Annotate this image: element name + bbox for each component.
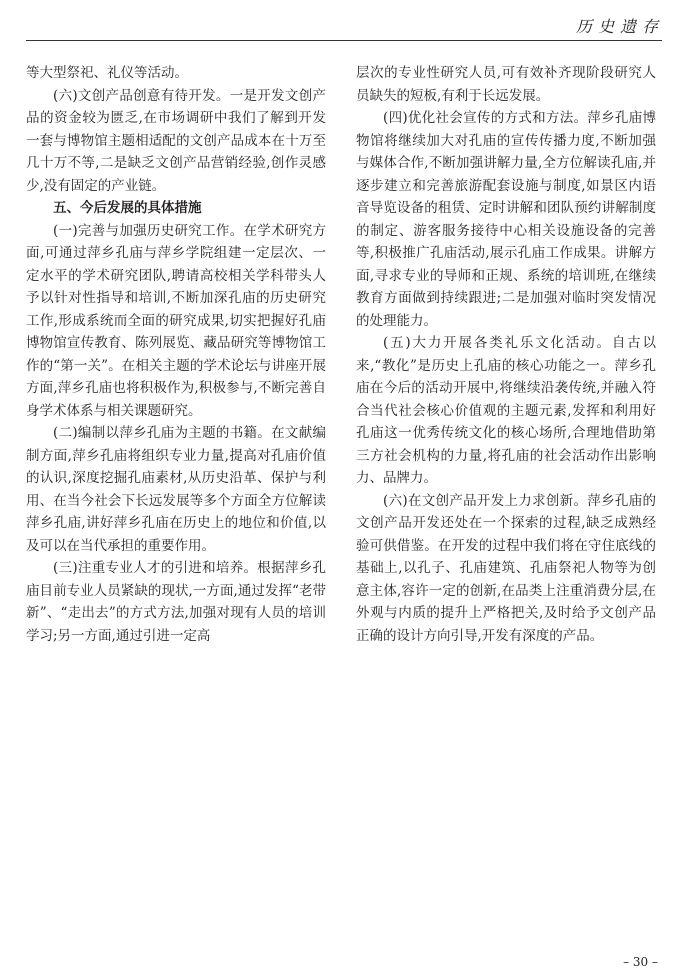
right-paragraph-5: (五)大力开展各类礼乐文化活动。自古以来,“教化”是历史上孔庙的核心功能之一。萍乡孔庙在今后的活动开展中,将继续沿袭传统,并融入符合当代社会核心价值观的主题元素,发挥和利用好孔庙这一优秀传统文化的核心场所,合理地借助第三方社会机构的力量,将孔庙的社会活动作出影响力、品牌力。	[356, 335, 656, 486]
right-column	[356, 62, 656, 647]
header-rule	[26, 40, 662, 41]
left-paragraph-3: (三)注重专业人才的引进和培养。根据萍乡孔庙目前专业人员紧缺的现状,一方面,通过发挥“老带新”、“走出去”的方式方法,加强对现有人员的培训学习;另一方面,通过引进一定高	[26, 560, 326, 644]
right-paragraph-continued: 层次的专业性研究人员,可有效补齐现阶段研究人员缺失的短板,有利于长远发展。	[356, 65, 656, 104]
section-heading-measures: 五、今后发展的具体措施	[53, 200, 202, 216]
left-paragraph-1: (一)完善与加强历史研究工作。在学术研究方面,可通过萍乡孔庙与萍乡学院组建一定层次、一定水平的学术研究团队,聘请高校相关学科带头人予以针对性指导和培训,不断加深孔庙的历史研究工作,形成系统而全面的研究成果,切实把握好孔庙博物馆宣传教育、陈列展览、藏品研究等博物馆工作的“第一关”。在相关主题的学术论坛与讲座开展方面,萍乡孔庙也将积极作为,积极参与,不断完善自身学术体系与相关课题研究。	[26, 222, 326, 419]
page-number: – 30 –	[623, 955, 658, 969]
right-paragraph-6: (六)在文创产品开发上力求创新。萍乡孔庙的文创产品开发还处在一个探索的过程,缺乏成熟经验可供借鉴。在开发的过程中我们将在守住底线的基础上,以孔子、孔庙建筑、孔庙祭祀人物等为创意主体,容许一定的创新,在品类上注重消费分层,在外观与内质的提升上严格把关,及时给予文创产品正确的设计方向引导,开发有深度的产品。	[356, 492, 656, 644]
right-paragraph-4: (四)优化社会宣传的方式和方法。萍乡孔庙博物馆将继续加大对孔庙的宣传传播力度,不断加强与媒体合作,不断加强讲解力量,全方位解读孔庙,并逐步建立和完善旅游配套设施与制度,如景区内语音导览设备的租赁、定时讲解和团队预约讲解制度的制定、游客服务接待中心相关设施设备的完善等,积极推广孔庙活动,展示孔庙工作成果。讲解方面,寻求专业的导师和正规、系统的培训班,在继续教育方面做到持续跟进;二是加强对临时突发情况的处理能力。	[356, 110, 656, 329]
left-paragraph-6: (六)文创产品创意有待开发。一是开发文创产品的资金较为匮乏,在市场调研中我们了解到开发一套与博物馆主题相适配的文创产品成本在十万至几十万不等,二是缺乏文创产品营销经验,创作灵感少,没有固定的产业链。	[26, 87, 326, 194]
left-column	[26, 62, 326, 647]
running-header-title: 历史遗存	[575, 17, 664, 36]
left-paragraph-2: (二)编制以萍乡孔庙为主题的书籍。在文献编制方面,萍乡孔庙将组织专业力量,提高对孔庙价值的认识,深度挖掘孔庙素材,从历史沿革、保护与利用、在当今社会下长远发展等多个方面全方位解读萍乡孔庙,讲好萍乡孔庙在历史上的地位和价值,以及可以在当代承担的重要作用。	[26, 425, 326, 554]
left-paragraph-continued: 等大型祭祀、礼仪等活动。	[26, 65, 188, 81]
